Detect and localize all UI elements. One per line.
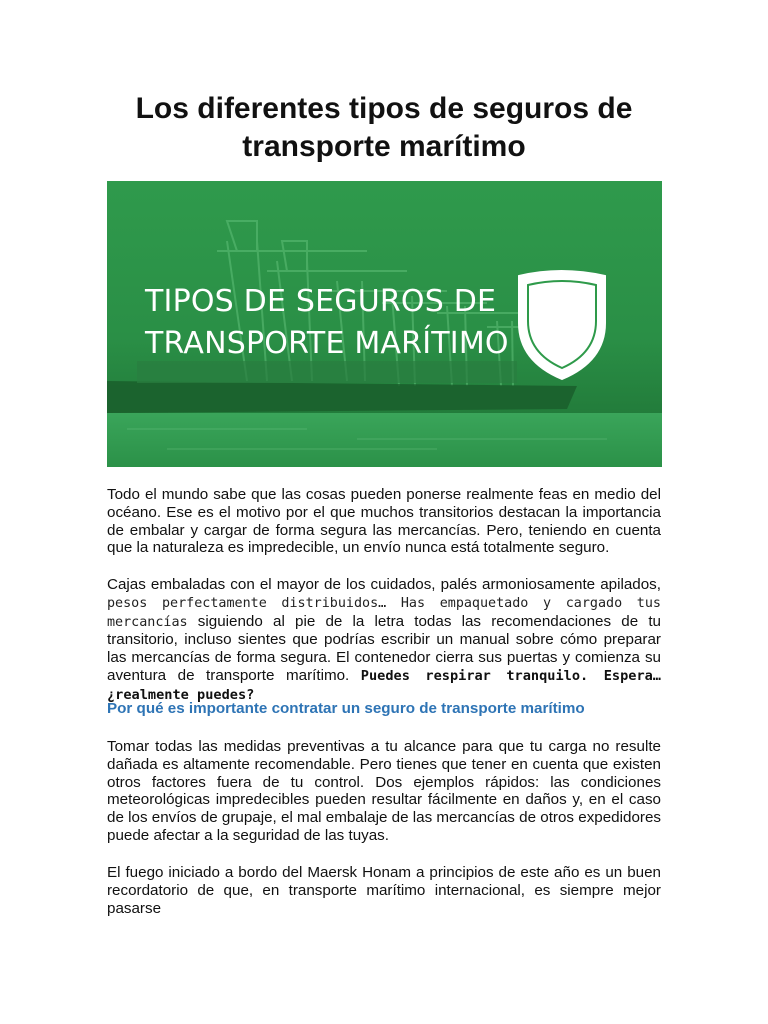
section-heading: Por qué es importante contratar un seguro de transporte marítimo [107, 700, 585, 717]
paragraph-4: El fuego iniciado a bordo del Maersk Honam a principios de este año es un buen recordatorio de que, en transporte marítimo internacional, es siempre mejor pasarse [107, 864, 661, 917]
paragraph-3: Tomar todas las medidas preventivas a tu alcance para que tu carga no resulte dañada es altamente recomendable. Pero tienes que tener en cuenta que existen otros factores fuera de tu control. Dos ejemplos rápidos: las condiciones meteorológicas impredecibles pueden resultar fácilmente en daños y, en el caso de los envíos de grupaje, el mal embalaje de las mercancías de otros expedidores puede afectar a la seguridad de las tuyas. [107, 738, 661, 844]
banner-image [107, 181, 662, 467]
paragraph-1: Todo el mundo sabe que las cosas pueden ponerse realmente feas en medio del océano. Ese es el motivo por el que muchos transitorios destacan la importancia de embalar y cargar de forma segura las mercancías. Pero, teniendo en cuenta que la naturaleza es impredecible, un envío nunca está totalmente seguro. [107, 486, 661, 557]
banner-line-2: TRANSPORTE MARÍTIMO [145, 326, 509, 361]
paragraph-2-part-3: siguiendo al pie de la letra todas las recomendaciones de tu transitorio, incluso sientes que podrías escribir un manual sobre cómo preparar las mercancías de forma segura. El contenedor cierra sus puertas y comienza su aventura de transporte marítimo. [107, 612, 661, 684]
banner-caption [145, 281, 509, 365]
paragraph-2-part-2: pesos perfectamente distribuidos… Has empaquetado y cargado tus mercancías [107, 595, 661, 630]
paragraph-2 [107, 576, 661, 705]
paragraph-2-part-1: Cajas embaladas con el mayor de los cuidados, palés armoniosamente apilados, [107, 576, 661, 593]
page-title: Los diferentes tipos de seguros de transporte marítimo [135, 92, 633, 163]
paragraph-2-bold: Puedes respirar tranquilo. Espera… ¿realmente puedes? [107, 667, 661, 703]
banner-line-1: TIPOS DE SEGUROS DE [145, 284, 497, 319]
